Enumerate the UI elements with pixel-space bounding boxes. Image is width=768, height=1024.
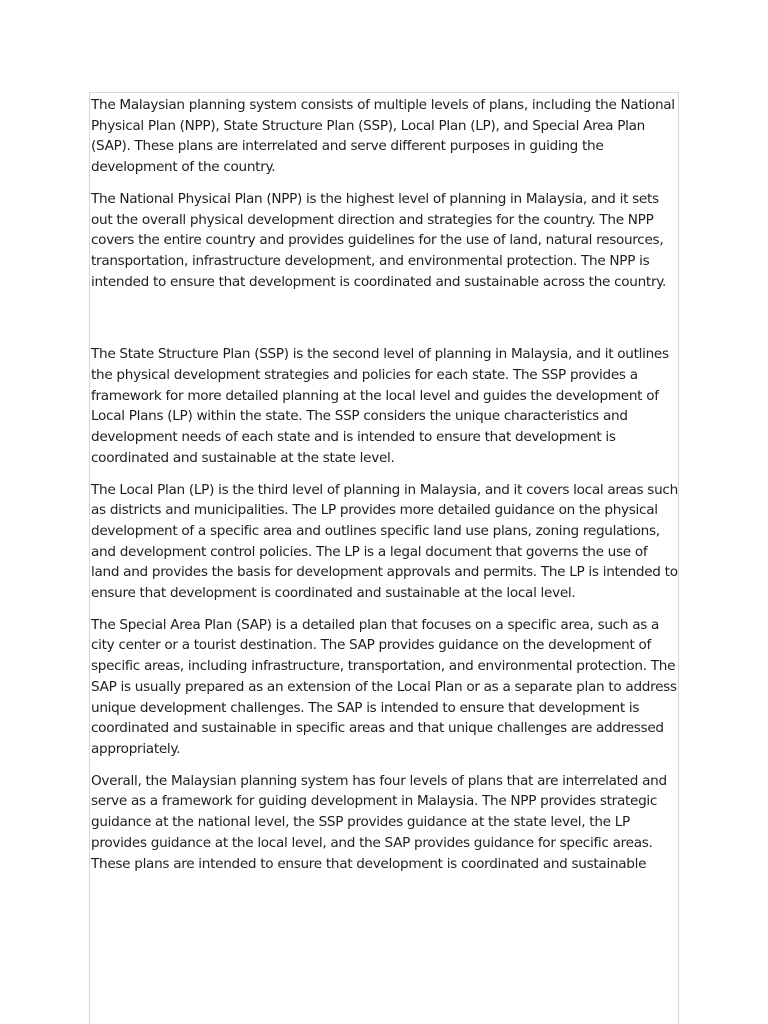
paragraph-npp: The National Physical Plan (NPP) is the highest level of planning in Malaysia, and it sets out the overall physical development direction and strategies for the country. The NPP covers the entire country and provides guidelines for the use of land, natural resources, transportation, infrastructure development, and environmental protection. The NPP is intended to ensure that development is coordinated and sustainable across the country.	[91, 190, 667, 290]
paragraph-ssp: The State Structure Plan (SSP) is the second level of planning in Malaysia, and it outlines the physical development strategies and policies for each state. The SSP provides a framework for more detailed planning at the local level and guides the development of Local Plans (LP) within the state. The SSP considers the unique characteristics and development needs of each state and is intended to ensure that development is coordinated and sustainable at the state level.	[91, 346, 669, 466]
paragraph-sap: The Special Area Plan (SAP) is a detailed plan that focuses on a specific area, such as a city center or a tourist destination. The SAP provides guidance on the development of specific areas, including infrastructure, transportation, and environmental protection. The SAP is usually prepared as an extension of the Local Plan or as a separate plan to address unique development challenges. The SAP is intended to ensure that development is coordinated and sustainable in specific areas and that unique challenges are addressed appropriately.	[91, 616, 677, 757]
paragraph-overall: Overall, the Malaysian planning system has four levels of plans that are interrelated and serve as a framework for guiding development in Malaysia. The NPP provides strategic guidance at the national level, the SSP provides guidance at the state level, the LP provides guidance at the local level, and the SAP provides guidance for specific areas. These plans are intended to ensure that development is coordinated and sustainable	[91, 772, 667, 872]
document-body	[91, 95, 679, 885]
paragraph-lp: The Local Plan (LP) is the third level of planning in Malaysia, and it covers local areas such as districts and municipalities. The LP provides more detailed guidance on the physical development of a specific area and outlines specific land use plans, zoning regulations, and development control policies. The LP is a legal document that governs the use of land and provides the basis for development approvals and permits. The LP is intended to ensure that development is coordinated and sustainable at the local level.	[91, 481, 678, 602]
paragraph-intro: The Malaysian planning system consists of multiple levels of plans, including the National Physical Plan (NPP), State Structure Plan (SSP), Local Plan (LP), and Special Area Plan (SAP). These plans are interrelated and serve different purposes in guiding the development of the country.	[91, 97, 675, 176]
document-page	[89, 92, 679, 1024]
